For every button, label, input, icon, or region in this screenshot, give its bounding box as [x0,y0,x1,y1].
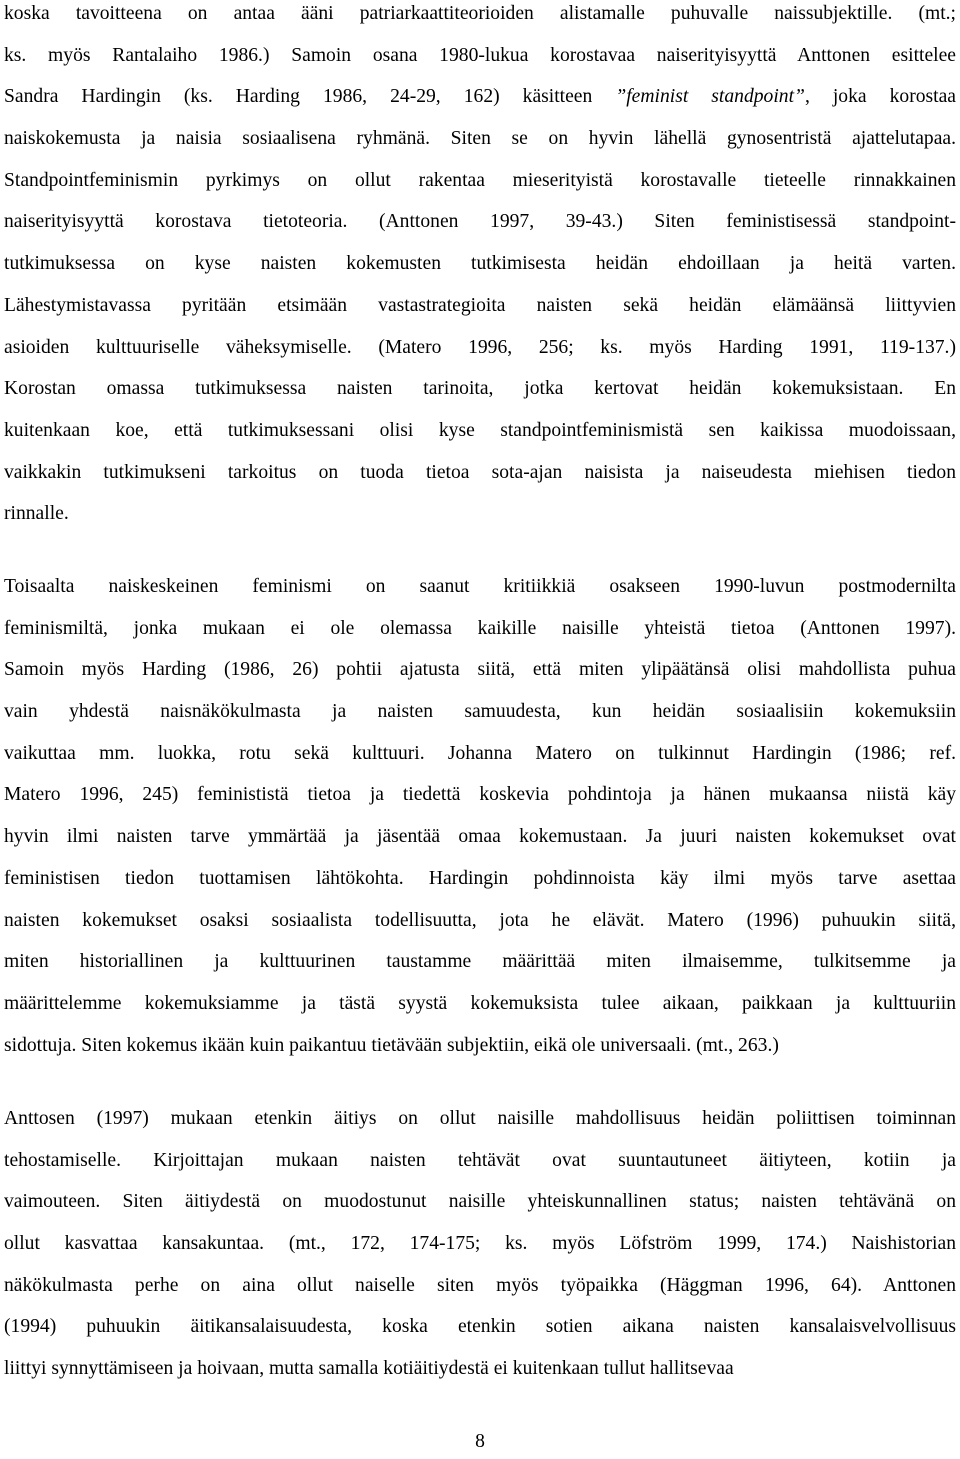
text-segment: naiserityisyyttä korostava tietoteoria. (Anttonen 1997, 39-43.) Siten feministisessä standpoint- [4,211,956,233]
text-segment: sidottuja. Siten kokemus ikään kuin paikantuu tietävään subjektiin, eikä ole universaali. (mt., 263.) [4,1034,779,1056]
text-segment: liittyi synnyttämiseen ja hoivaan, mutta samalla kotiäitiydestä ei kuitenkaan tullut hallitsevaa [4,1358,734,1380]
text-line [4,201,956,243]
text-segment: vaikkakin tutkimukseni tarkoitus on tuoda tietoa sota-ajan naisista ja naiseudesta miehisen tiedon [4,461,956,483]
text-line [4,1181,956,1223]
text-line [4,941,956,983]
text-segment: Matero 1996, 245) feminististä tietoa ja tiedettä koskevia pohdintoja ja hänen mukaansa niistä käy [4,784,956,806]
text-line [4,691,956,733]
text-line [4,1098,956,1140]
text-segment: rinnalle. [4,503,69,525]
text-line [4,410,956,452]
text-line [4,35,956,77]
text-segment: kuitenkaan koe, että tutkimuksessani olisi kyse standpointfeminismistä sen kaikissa muodoissaan, [4,419,956,441]
text-line [4,118,956,160]
text-segment: naiskokemusta ja naisia sosiaalisena ryhmänä. Siten se on hyvin lähellä gynosentristä ajattelutapaa. [4,128,956,150]
text-segment: naisten kokemukset osaksi sosiaalista todellisuutta, jota he elävät. Matero (1996) puhuukin siitä, [4,909,956,931]
text-line [4,649,956,691]
text-segment: , joka korostaa [804,86,956,108]
text-line [4,160,956,202]
text-line [4,285,956,327]
text-line [4,1223,956,1265]
text-segment: feminismiltä, jonka mukaan ei ole olemassa kaikille naisille yhteistä tietoa (Anttonen 1997). [4,617,956,639]
text-line [4,243,956,285]
text-segment: Samoin myös Harding (1986, 26) pohtii ajatusta siitä, että miten ylipäätänsä olisi mahdollista puhua [4,659,956,681]
text-line [4,1140,956,1182]
text-line [4,774,956,816]
text-segment: Lähestymistavassa pyritään etsimään vastastrategioita naisten sekä heidän elämäänsä liittyvien [4,294,956,316]
text-line [4,76,956,118]
text-line [4,368,956,410]
text-segment: vaikuttaa mm. luokka, rotu sekä kulttuuri. Johanna Matero on tulkinnut Hardingin (1986; ref. [4,742,956,764]
paragraph-motherhood [4,1098,956,1390]
text-segment: miten historiallinen ja kulttuurinen taustamme määrittää miten ilmaisemme, tulkitsemme ja [4,951,956,973]
text-segment: Sandra Hardingin (ks. Harding 1986, 24-29, 162) käsitteen [4,86,616,108]
text-segment: ks. myös Rantalaiho 1986.) Samoin osana 1980-lukua korostavaa naiserityisyyttä Anttonen esittelee [4,44,956,66]
text-segment: feministisen tiedon tuottamisen lähtökohta. Hardingin pohdinnoista käy ilmi myös tarve asettaa [4,867,956,889]
text-line [4,566,956,608]
text-line [4,452,956,494]
text-line [4,493,956,535]
text-line [4,983,956,1025]
text-segment: Anttosen (1997) mukaan etenkin äitiys on ollut naisille mahdollisuus heidän poliittisen toiminnan [4,1108,956,1129]
text-segment: koska tavoitteena on antaa ääni patriarkaattiteorioiden alistamalle puhuvalle naissubjektille. (mt.; [4,3,956,24]
page-number: 8 [475,1431,485,1452]
paragraph-standpoint-feminism [4,0,956,535]
text-segment: määrittelemme kokemuksiamme ja tästä syystä kokemuksista tulee aikaan, paikkaan ja kulttuuriin [4,992,956,1014]
text-line [4,900,956,942]
text-line [4,327,956,369]
text-segment: Toisaalta naiskeskeinen feminismi on saanut kritiikkiä osakseen 1990-luvun postmodernilta [4,576,956,597]
text-line [4,1348,956,1390]
text-line [4,816,956,858]
text-line [4,1025,956,1067]
text-segment: Standpointfeminismin pyrkimys on ollut rakentaa mieserityistä korostavalle tieteelle rinnakkainen [4,169,956,191]
italic-term: ”feminist standpoint” [615,86,805,108]
text-line [4,0,956,35]
text-line [4,1306,956,1348]
text-line [4,1265,956,1307]
paragraph-postmodern-critique [4,566,956,1066]
text-segment: (1994) puhuukin äitikansalaisuudesta, koska etenkin sotien aikana naisten kansalaisvelvollisuus [4,1316,956,1338]
text-line [4,858,956,900]
text-segment: tehostamiselle. Kirjoittajan mukaan naisten tehtävät ovat suuntautuneet äitiyteen, kotiin ja [4,1149,956,1171]
text-segment: tutkimuksessa on kyse naisten kokemusten tutkimisesta heidän ehdoillaan ja heitä varten. [4,253,956,275]
text-segment: asioiden kulttuuriselle väheksymiselle. (Matero 1996, 256; ks. myös Harding 1991, 119-137.) [4,336,956,358]
text-line [4,733,956,775]
text-segment: näkökulmasta perhe on aina ollut naiselle siten myös työpaikka (Häggman 1996, 64). Anttonen [4,1274,956,1296]
text-segment: vaimouteen. Siten äitiydestä on muodostunut naisille yhteiskunnallinen status; naisten tehtävänä on [4,1191,956,1213]
text-segment: vain yhdestä naisnäkökulmasta ja naisten samuudesta, kun heidän sosiaalisiin kokemuksiin [4,701,956,723]
text-segment: Korostan omassa tutkimuksessa naisten tarinoita, jotka kertovat heidän kokemuksistaan. En [4,378,956,400]
text-segment: ollut kasvattaa kansakuntaa. (mt., 172, 174-175; ks. myös Löfström 1999, 174.) Naishistorian [4,1233,956,1255]
text-line [4,608,956,650]
text-segment: hyvin ilmi naisten tarve ymmärtää ja jäsentää omaa kokemustaan. Ja juuri naisten kokemukset ovat [4,826,956,848]
